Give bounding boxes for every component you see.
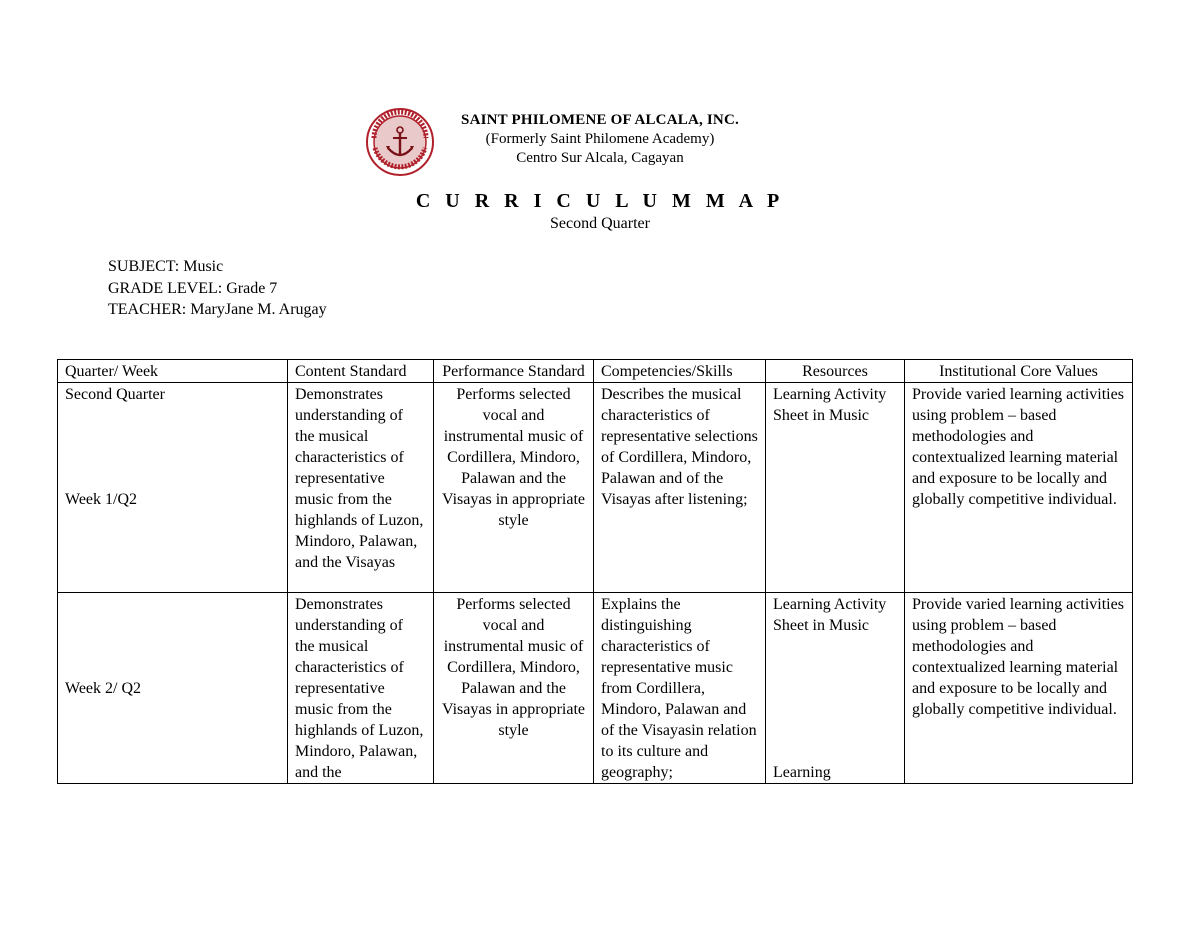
table-row — [58, 383, 1133, 593]
subject-line: SUBJECT: Music — [108, 258, 224, 275]
column-header: Competencies/Skills — [594, 360, 766, 383]
curriculum-table — [57, 359, 1133, 784]
school-header — [400, 110, 800, 168]
document-title: C U R R I C U L U M M A P — [415, 190, 785, 212]
content-standard-cell: Demonstrates understanding of the musical characteristics of representative music from the highlands of Luzon, Mindoro, Palawan, and the — [288, 593, 434, 784]
quarter-week-cell — [58, 593, 288, 784]
table-header-row — [58, 360, 1133, 383]
school-name: SAINT PHILOMENE OF ALCALA, INC. — [461, 112, 739, 128]
performance-standard-cell: Performs selected vocal and instrumental music of Cordillera, Mindoro, Palawan and the Visayas in appropriate style — [434, 593, 594, 784]
competencies-cell: Describes the musical characteristics of representative selections of Cordillera, Mindoro, Palawan and of the Visayas after listening; — [594, 383, 766, 593]
document-subtitle: Second Quarter — [550, 215, 650, 232]
subject-info — [108, 256, 327, 321]
resources-extra-text: Learning — [773, 764, 831, 781]
column-header: Institutional Core Values — [905, 360, 1133, 383]
school-address: Centro Sur Alcala, Cagayan — [516, 150, 684, 166]
quarter-week-cell — [58, 383, 288, 593]
column-header: Content Standard — [288, 360, 434, 383]
column-header: Resources — [766, 360, 905, 383]
teacher-line: TEACHER: MaryJane M. Arugay — [108, 301, 327, 318]
week-label: Week 2/ Q2 — [65, 680, 142, 697]
resources-text: Learning Activity Sheet in Music — [773, 596, 887, 634]
core-values-cell: Provide varied learning activities using problem – based methodologies and contextualized learning material and exposure to be locally and globally competitive individual. — [905, 383, 1133, 593]
grade-level-line: GRADE LEVEL: Grade 7 — [108, 279, 278, 297]
core-values-cell: Provide varied learning activities using problem – based methodologies and contextualized learning material and exposure to be locally and globally competitive individual. — [905, 593, 1133, 784]
resources-cell — [766, 593, 905, 784]
column-header: Quarter/ Week — [58, 360, 288, 383]
quarter-label: Second Quarter — [65, 386, 165, 403]
competencies-cell: Explains the distinguishing characteristics of representative music from Cordillera, Mindoro, Palawan and of the Visayasin relation to its culture and geography; — [594, 593, 766, 784]
content-standard-cell: Demonstrates understanding of the musical characteristics of representative music from the highlands of Luzon, Mindoro, Palawan, and the Visayas — [288, 383, 434, 593]
column-header: Performance Standard — [434, 360, 594, 383]
performance-standard-cell: Performs selected vocal and instrumental music of Cordillera, Mindoro, Palawan and the Visayas in appropriate style — [434, 383, 594, 593]
week-label: Week 1/Q2 — [65, 491, 138, 508]
resources-cell: Learning Activity Sheet in Music — [766, 383, 905, 593]
table-row — [58, 593, 1133, 784]
former-name: (Formerly Saint Philomene Academy) — [485, 131, 715, 147]
